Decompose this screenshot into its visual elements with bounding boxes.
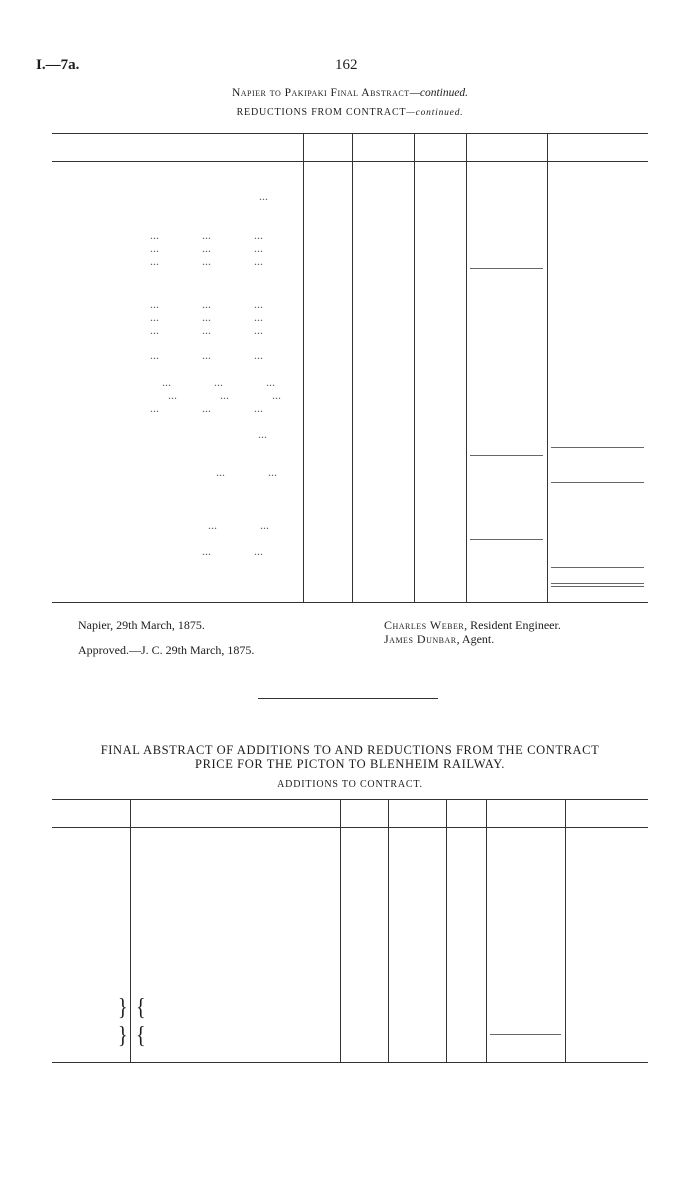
bottom-subtitle: ADDITIONS TO CONTRACT. <box>277 779 423 790</box>
column-rule <box>340 799 341 1062</box>
leader-dots: ... <box>202 297 211 311</box>
leader-dots: ... <box>202 348 211 362</box>
signoff-approved: Approved.—J. C. 29th March, 1875. <box>78 643 255 657</box>
leader-dots: ... <box>202 310 211 324</box>
leader-dots: ... <box>150 254 159 268</box>
page-code: I.—7a. <box>36 57 80 73</box>
subtotal-rule <box>490 1034 561 1035</box>
leader-dots: ... <box>220 388 229 402</box>
bottom-title-line1: FINAL ABSTRACT OF ADDITIONS TO AND REDUCTIONS FROM THE CONTRACT <box>100 743 600 757</box>
leader-dots: ... <box>259 189 268 203</box>
leader-dots: ... <box>254 228 263 242</box>
leader-dots: ... <box>150 348 159 362</box>
page-number: 162 <box>335 57 358 73</box>
table-rule-top <box>52 799 648 800</box>
leader-dots: ... <box>202 241 211 255</box>
top-title-main: Napier to Pakipaki Final Abstract <box>231 87 410 99</box>
leader-dots: ... <box>214 375 223 389</box>
leader-dots: ... <box>202 323 211 337</box>
leader-dots: ... <box>150 401 159 415</box>
column-rule <box>388 799 389 1062</box>
column-rule <box>446 799 447 1062</box>
leader-dots: ... <box>150 228 159 242</box>
column-rule <box>565 799 566 1062</box>
leader-dots: ... <box>268 465 277 479</box>
leader-dots: ... <box>254 310 263 324</box>
leader-dots: ... <box>216 465 225 479</box>
engineer-name: Charles Weber <box>384 618 465 632</box>
brace-icon: { <box>136 1022 146 1050</box>
leader-dots: ... <box>254 241 263 255</box>
leader-dots: ... <box>272 388 281 402</box>
engineer-role: , Resident Engineer. <box>464 618 561 632</box>
brace-icon: } <box>118 994 128 1022</box>
leader-dots: ... <box>208 518 217 532</box>
leader-dots: ... <box>202 228 211 242</box>
leader-dots: ... <box>260 518 269 532</box>
leader-dots: ... <box>254 348 263 362</box>
agent-role: , Agent. <box>456 632 495 646</box>
brace-icon: { <box>136 994 146 1022</box>
leader-dots: ... <box>168 388 177 402</box>
leader-dots: ... <box>254 401 263 415</box>
leader-dots: ... <box>202 401 211 415</box>
top-title-cont: —continued. <box>409 87 469 99</box>
table-rule-header <box>52 827 648 828</box>
leader-dots: ... <box>150 323 159 337</box>
leader-dots: ... <box>254 544 263 558</box>
column-rule <box>486 799 487 1062</box>
column-rule <box>130 799 131 1062</box>
leader-dots: ... <box>202 544 211 558</box>
leader-dots: ... <box>150 310 159 324</box>
top-subtitle-main: REDUCTIONS FROM CONTRACT <box>236 107 407 118</box>
leader-dots: ... <box>162 375 171 389</box>
agent-name: James Dunbar <box>384 632 457 646</box>
table-rule-bottom <box>52 1062 648 1063</box>
leader-dots: ... <box>254 254 263 268</box>
leader-dots: ... <box>254 323 263 337</box>
leader-dots: ... <box>258 427 267 441</box>
bottom-title-line2: PRICE FOR THE PICTON TO BLENHEIM RAILWAY. <box>195 757 505 771</box>
signoff-place-date: Napier, 29th March, 1875. <box>78 618 205 632</box>
brace-icon: } <box>118 1022 128 1050</box>
leader-dots: ... <box>150 241 159 255</box>
leader-dots: ... <box>254 297 263 311</box>
top-subtitle-cont: —continued. <box>406 108 464 118</box>
leader-dots: ... <box>150 297 159 311</box>
leader-dots: ... <box>266 375 275 389</box>
leader-dots: ... <box>202 254 211 268</box>
